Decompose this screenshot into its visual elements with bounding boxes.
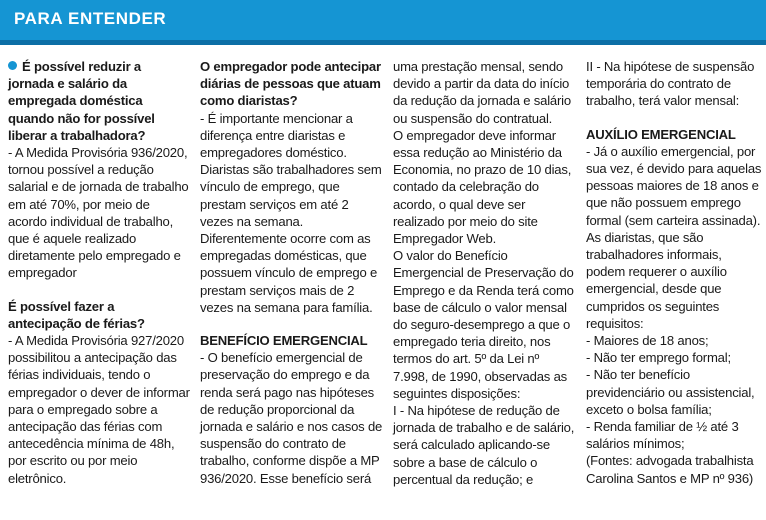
banner-title: PARA ENTENDER bbox=[14, 9, 167, 28]
column-3 bbox=[393, 58, 576, 488]
paragraph-empregador-informar: O empregador deve informar essa redução ao Ministério da Economia, no prazo de 10 dias, contado da celebração do acordo, o qual deve ser realizado por meio do site Empregador Web. bbox=[393, 127, 572, 247]
heading-beneficio-emergencial: BENEFÍCIO EMERGENCIAL bbox=[200, 333, 368, 349]
requirement-item: - Maiores de 18 anos; bbox=[586, 333, 709, 349]
text-auxilio-emergencial: - Já o auxílio emergencial, por sua vez, é devido para aquelas pessoas maiores de 18 anos e que não possuem emprego formal (sem carteira assinada). As diaristas, que são trabalhadores informais, podem requerer o auxílio emergencial, desde que cumpridos os seguintes requisitos: bbox=[586, 143, 762, 331]
paragraph-prestacao: uma prestação mensal, sendo devido a partir da data do início da redução da jornada e salário ou suspensão do contratual. bbox=[393, 59, 571, 126]
requirement-item: - Renda familiar de ½ até 3 salários mínimos; bbox=[586, 419, 739, 452]
question-vacation: É possível fazer a antecipação de férias? bbox=[8, 298, 145, 331]
question-reduce-hours: É possível reduzir a jornada e salário da empregada doméstica quando não for possível liberar a trabalhadora? bbox=[8, 59, 155, 143]
requirement-item: - Não ter benefício previdenciário ou assistencial, exceto o bolsa família; bbox=[586, 367, 755, 417]
paragraph-hipotese-reducao: I - Na hipótese de redução de jornada de trabalho e de salário, será calculado aplicando-se sobre a base de cálculo o percentual da redução; e bbox=[393, 403, 575, 487]
banner-underline bbox=[0, 40, 766, 45]
heading-auxilio-emergencial: AUXÍLIO EMERGENCIAL bbox=[586, 126, 736, 142]
bullet-dot-icon bbox=[8, 61, 17, 70]
answer-reduce-hours: - A Medida Provisória 936/2020, tornou possível a redução salarial e de jornada de trabalho em até 70%, por meio de acordo individual de trabalho, que é aquele realizado diretamente pelo empregado e empregador bbox=[8, 145, 189, 281]
answer-diaristas: - É importante mencionar a diferença entre diaristas e empregadores doméstico. Diaristas são trabalhadores sem vínculo de emprego, que prestam serviços em até 2 vezes na semana. Diferentemente ocorre com as empregadas domésticas, que possuem vínculo de emprego e prestam serviços mais de 2 vezes na semana para família. bbox=[200, 110, 382, 315]
paragraph-hipotese-suspensao: II - Na hipótese de suspensão temporária do contrato de trabalho, terá valor mensal: bbox=[586, 59, 755, 109]
requirement-item: - Não ter emprego formal; bbox=[586, 350, 731, 366]
text-beneficio-emergencial: - O benefício emergencial de preservação do emprego e da renda será pago nas hipóteses de redução proporcional da jornada e salário e nos casos de suspensão do contrato de trabalho, conforme dispõe a MP 936/2020. Esse benefício será bbox=[200, 350, 383, 486]
column-4 bbox=[586, 58, 764, 487]
header-banner bbox=[0, 0, 766, 45]
answer-vacation: - A Medida Provisória 927/2020 possibilitou a antecipação das férias individuais, tendo o empregador o dever de informar para o empregado sobre a antecipação das férias com antecedência mínima de 48h, por escrito ou por meio eletrônico. bbox=[8, 333, 190, 486]
paragraph-valor-beneficio: O valor do Benefício Emergencial de Preservação do Emprego e da Renda terá como base de cálculo o valor mensal do seguro-desemprego a que o empregado teria direito, nos termos do art. 5º da Lei nº 7.998, de 1990, observadas as seguintes disposições: bbox=[393, 248, 574, 401]
column-2 bbox=[200, 58, 383, 487]
question-diaristas: O empregador pode antecipar diárias de pessoas que atuam como diaristas? bbox=[200, 59, 381, 109]
sources-note: (Fontes: advogada trabalhista Carolina Santos e MP nº 936) bbox=[586, 453, 754, 486]
column-1 bbox=[8, 58, 190, 487]
